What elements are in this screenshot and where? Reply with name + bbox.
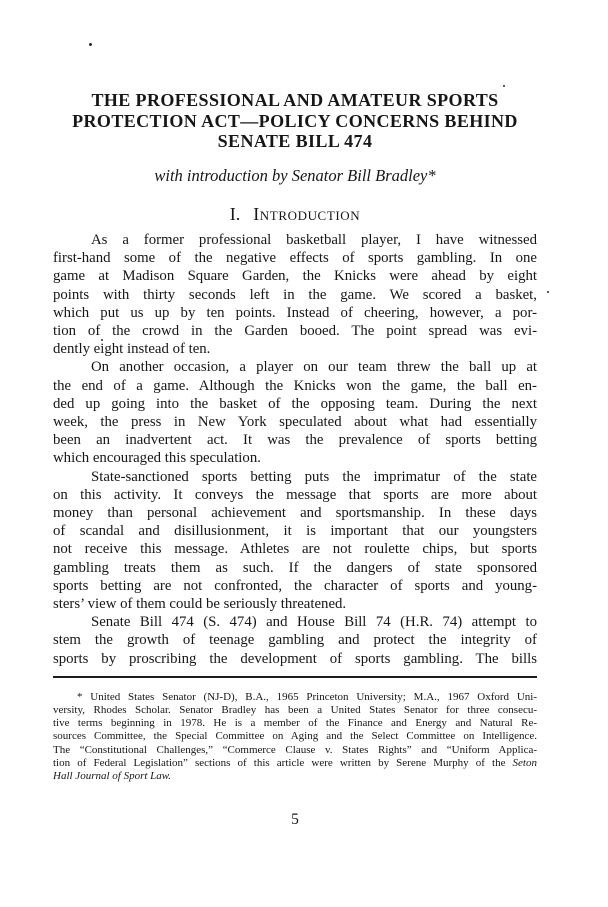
- text-segment: versity, Rhodes Scholar. Senator Bradley has been a United States Senator for three consecu-: [53, 704, 537, 717]
- text-segment: first-hand some of the negative effects of sports gambling. In one: [53, 250, 537, 267]
- text-line: [53, 267, 537, 285]
- text-line: [53, 395, 537, 413]
- text-line: [53, 131, 537, 152]
- italic-text: Seton: [512, 756, 537, 769]
- text-line: [53, 286, 537, 304]
- text-segment: stem the growth of teenage gambling and protect the integrity of: [53, 632, 537, 649]
- scan-speck: [547, 291, 549, 293]
- footnote-rule: [53, 676, 537, 678]
- text-segment: money than personal achievement and sportsmanship. In these days: [53, 505, 537, 522]
- text-segment: of scandal and disillusionment, it is important that our youngsters: [53, 523, 537, 540]
- paragraph: [53, 358, 537, 467]
- text-line: [53, 595, 537, 613]
- text-line: [53, 730, 537, 743]
- text-segment: on this activity. It conveys the message that sports are more about: [53, 486, 537, 503]
- text-segment: THE PROFESSIONAL AND AMATEUR SPORTS: [91, 90, 499, 110]
- text-segment: which encouraged this speculation.: [53, 450, 261, 467]
- text-line: [53, 522, 537, 540]
- text-segment: On another occasion, a player on our team threw the ball up at: [91, 359, 537, 376]
- text-line: [53, 468, 537, 486]
- paragraph: [53, 231, 537, 358]
- text-segment: * United States Senator (NJ-D), B.A., 1965 Princeton University; M.A., 1967 Oxford Uni-: [77, 691, 537, 703]
- section-heading: [53, 205, 537, 223]
- text-segment: sports betting are not confronted, the character of sports and young-: [53, 577, 537, 594]
- text-line: [53, 90, 537, 111]
- italic-text: Hall Journal of Sport Law.: [53, 769, 172, 782]
- text-segment: tion of the crowd in the Garden booed. The point spread was evi-: [53, 323, 537, 340]
- text-segment: dently eight instead of ten.: [53, 341, 211, 358]
- text-segment: The “Constitutional Challenges,” “Commerce Clause v. States Rights” and “Uniform Applica-: [53, 743, 537, 756]
- text-segment: SENATE BILL 474: [217, 131, 373, 152]
- text-segment: sports by proscribing the development of sports gambling. The bills: [53, 650, 537, 667]
- text-line: [53, 377, 537, 395]
- text-segment: Senate Bill 474 (S. 474) and House Bill 74 (H.R. 74) attempt to: [91, 614, 537, 631]
- footnote: [53, 691, 537, 783]
- text-line: [53, 744, 537, 757]
- paragraph: [53, 613, 537, 668]
- text-line: [53, 691, 537, 704]
- text-line: [53, 449, 537, 467]
- text-line: [53, 340, 537, 358]
- text-line: [53, 322, 537, 340]
- text-segment: points with thirty seconds left in the game. We scored a basket,: [53, 286, 537, 303]
- text-line: [53, 757, 537, 770]
- text-line: [53, 249, 537, 267]
- text-line: [53, 577, 537, 595]
- text-segment: As a former professional basketball player, I have witnessed: [91, 232, 537, 248]
- page-number: 5: [291, 811, 299, 828]
- text-segment: sters’ view of them could be seriously threatened.: [53, 596, 347, 613]
- text-line: [53, 559, 537, 577]
- section-title: Introduction: [253, 204, 361, 224]
- text-line: [53, 613, 537, 631]
- text-segment: which put us up by ten points. Instead of cheering, however, a por-: [53, 304, 537, 321]
- article-title: [53, 90, 537, 152]
- scan-speck: [89, 43, 92, 46]
- text-line: [53, 770, 537, 783]
- text-segment: the end of a game. Although the Knicks won the game, the ball en-: [53, 377, 537, 394]
- text-segment: tive terms beginning in 1978. He is a member of the Finance and Energy and Natural Re-: [53, 717, 537, 730]
- text-line: [53, 650, 537, 668]
- text-segment: sources Committee, the Special Committee on Aging and the Select Committee on Intelligence.: [53, 730, 537, 743]
- text-line: [53, 504, 537, 522]
- scan-speck: [503, 85, 505, 87]
- text-segment: PROTECTION ACT—POLICY CONCERNS BEHIND: [72, 110, 518, 131]
- text-line: [53, 717, 537, 730]
- text-line: [53, 431, 537, 449]
- article-body: [53, 231, 537, 668]
- text-line: [53, 231, 537, 249]
- text-segment: gambling treats them as such. If the dangers of state sponsored: [53, 559, 537, 576]
- text-line: [53, 304, 537, 322]
- text-line: [53, 413, 537, 431]
- text-segment: ded up going into the basket of the opposing team. During the next: [53, 395, 537, 412]
- text-segment: game at Madison Square Garden, the Knicks were ahead by eight: [53, 268, 537, 285]
- text-line: [53, 540, 537, 558]
- text-line: [53, 631, 537, 649]
- text-segment: State-sanctioned sports betting puts the imprimatur of the state: [91, 468, 537, 485]
- text-line: [53, 486, 537, 504]
- text-segment: not receive this message. Athletes are not roulette chips, but sports: [53, 541, 537, 558]
- text-line: [53, 358, 537, 376]
- text-line: [53, 704, 537, 717]
- paragraph: [53, 468, 537, 614]
- text-line: [53, 111, 537, 132]
- text-segment: been an inadvertent act. It was the prevalence of sports betting: [53, 432, 537, 449]
- text-segment: week, the press in New York speculated about what had essentially: [53, 414, 537, 431]
- text-segment: tion of Federal Legislation” sections of this article were written by Serene Murphy of the: [53, 756, 513, 769]
- section-numeral: I.: [229, 204, 241, 224]
- article-byline: with introduction by Senator Bill Bradley*: [154, 166, 436, 185]
